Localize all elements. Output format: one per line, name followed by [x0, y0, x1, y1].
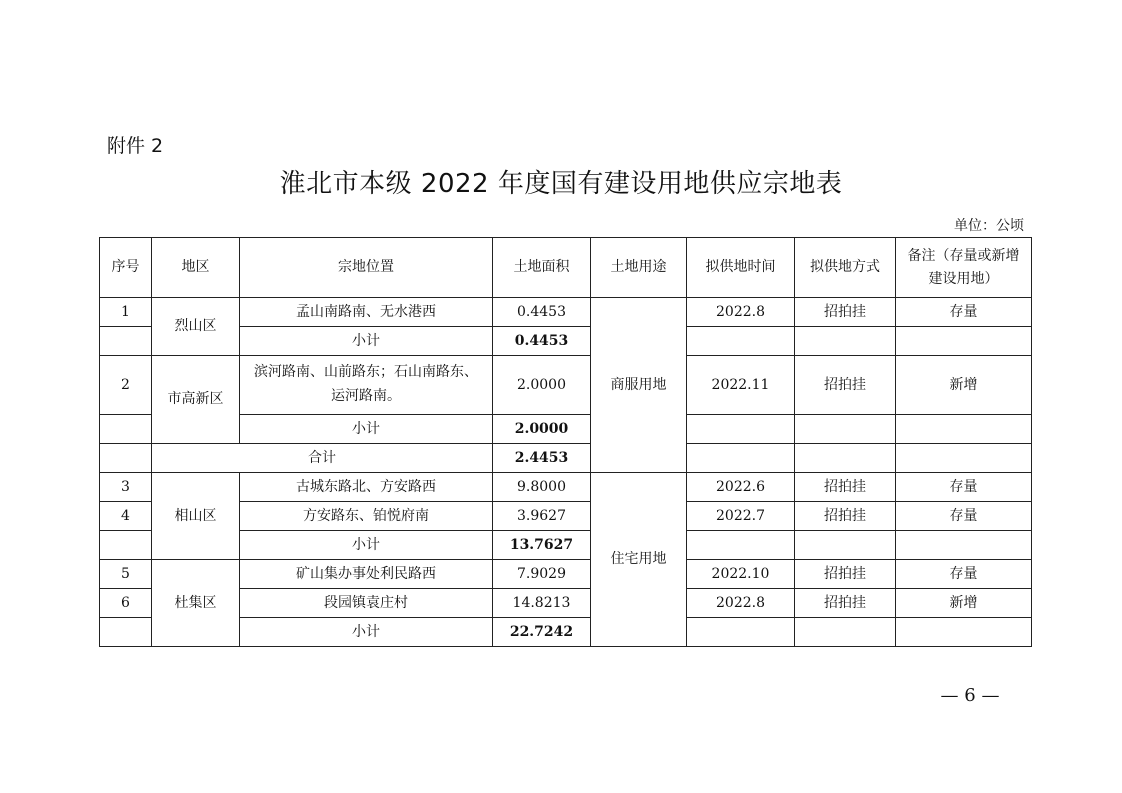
cell-seq: 6	[100, 589, 152, 618]
cell-district: 市高新区	[152, 356, 240, 444]
cell-method: 招拍挂	[795, 298, 896, 327]
table-row	[100, 327, 1032, 356]
cell-time	[687, 415, 795, 444]
cell-method: 招拍挂	[795, 560, 896, 589]
header-area: 土地面积	[493, 238, 591, 298]
cell-area: 2.0000	[493, 415, 591, 444]
cell-time: 2022.6	[687, 473, 795, 502]
cell-area: 3.9627	[493, 502, 591, 531]
cell-note	[896, 444, 1032, 473]
cell-time	[687, 531, 795, 560]
table-row	[100, 560, 1032, 589]
table-row	[100, 415, 1032, 444]
cell-district: 烈山区	[152, 298, 240, 356]
cell-time: 2022.11	[687, 356, 795, 415]
page-number: — 6 —	[940, 685, 1000, 706]
cell-area: 0.4453	[493, 298, 591, 327]
land-supply-table	[99, 237, 1032, 647]
header-district: 地区	[152, 238, 240, 298]
cell-seq	[100, 618, 152, 647]
table-row	[100, 298, 1032, 327]
header-use: 土地用途	[591, 238, 687, 298]
cell-location: 孟山南路南、无水港西	[240, 298, 493, 327]
cell-note	[896, 531, 1032, 560]
header-seq: 序号	[100, 238, 152, 298]
cell-district: 相山区	[152, 473, 240, 560]
cell-location: 小计	[240, 327, 493, 356]
cell-note: 新增	[896, 356, 1032, 415]
cell-area: 2.0000	[493, 356, 591, 415]
cell-area: 22.7242	[493, 618, 591, 647]
header-method: 拟供地方式	[795, 238, 896, 298]
cell-seq	[100, 531, 152, 560]
table-header-row	[100, 238, 1032, 298]
cell-method	[795, 618, 896, 647]
cell-method	[795, 444, 896, 473]
table-row	[100, 531, 1032, 560]
cell-method: 招拍挂	[795, 589, 896, 618]
cell-location: 方安路东、铂悦府南	[240, 502, 493, 531]
cell-note	[896, 415, 1032, 444]
cell-note: 存量	[896, 298, 1032, 327]
cell-method: 招拍挂	[795, 356, 896, 415]
cell-location: 小计	[240, 618, 493, 647]
cell-location: 小计	[240, 415, 493, 444]
header-location: 宗地位置	[240, 238, 493, 298]
cell-use: 住宅用地	[591, 473, 687, 647]
table-row	[100, 502, 1032, 531]
cell-method: 招拍挂	[795, 502, 896, 531]
cell-method	[795, 327, 896, 356]
cell-seq	[100, 415, 152, 444]
table-row	[100, 589, 1032, 618]
cell-time	[687, 444, 795, 473]
cell-note: 存量	[896, 473, 1032, 502]
cell-area: 0.4453	[493, 327, 591, 356]
cell-area: 2.4453	[493, 444, 591, 473]
cell-area: 9.8000	[493, 473, 591, 502]
cell-area: 14.8213	[493, 589, 591, 618]
cell-method: 招拍挂	[795, 473, 896, 502]
cell-location: 古城东路北、方安路西	[240, 473, 493, 502]
cell-note: 新增	[896, 589, 1032, 618]
cell-time: 2022.10	[687, 560, 795, 589]
cell-time: 2022.7	[687, 502, 795, 531]
cell-seq: 5	[100, 560, 152, 589]
cell-seq	[100, 444, 152, 473]
cell-seq: 4	[100, 502, 152, 531]
table-row	[100, 473, 1032, 502]
cell-seq: 1	[100, 298, 152, 327]
table-row	[100, 618, 1032, 647]
cell-time	[687, 618, 795, 647]
cell-location: 矿山集办事处利民路西	[240, 560, 493, 589]
unit-label: 单位：公顷	[954, 218, 1024, 234]
cell-method	[795, 415, 896, 444]
cell-method	[795, 531, 896, 560]
header-time: 拟供地时间	[687, 238, 795, 298]
cell-note: 存量	[896, 502, 1032, 531]
cell-note	[896, 327, 1032, 356]
cell-district: 杜集区	[152, 560, 240, 647]
cell-seq: 3	[100, 473, 152, 502]
header-note: 备注（存量或新增建设用地）	[896, 238, 1032, 298]
cell-note: 存量	[896, 560, 1032, 589]
cell-note	[896, 618, 1032, 647]
cell-time	[687, 327, 795, 356]
page-title: 淮北市本级 2022 年度国有建设用地供应宗地表	[279, 169, 843, 199]
table-row	[100, 356, 1032, 415]
cell-area: 13.7627	[493, 531, 591, 560]
cell-seq	[100, 327, 152, 356]
cell-location: 小计	[240, 531, 493, 560]
attachment-label: 附件 2	[107, 135, 164, 157]
cell-location: 滨河路南、山前路东；石山南路东、运河路南。	[240, 356, 493, 415]
cell-time: 2022.8	[687, 589, 795, 618]
cell-location: 段园镇袁庄村	[240, 589, 493, 618]
cell-use: 商服用地	[591, 298, 687, 473]
table-row-total	[100, 444, 1032, 473]
cell-area: 7.9029	[493, 560, 591, 589]
cell-seq: 2	[100, 356, 152, 415]
cell-location: 合计	[152, 444, 493, 473]
cell-time: 2022.8	[687, 298, 795, 327]
